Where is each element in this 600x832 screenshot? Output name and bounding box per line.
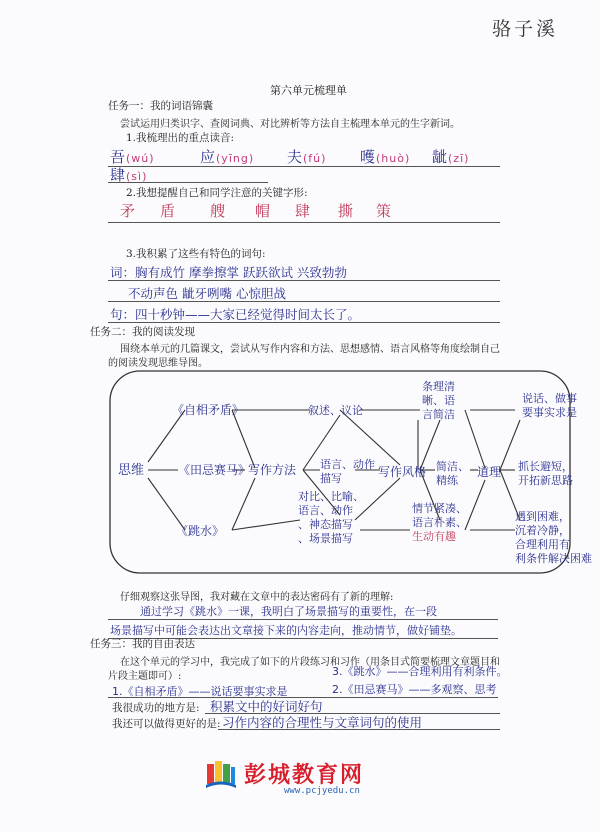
task1-q1: 1.我梳理出的重点读音: [126,132,235,144]
task1-intro: 尝试运用归类识字、查阅词典、对比辨析等方法自主梳理本单元的生字新词。 [120,119,460,130]
mm-reason: 道理 [477,465,502,479]
expression-item-2: 2.《田忌赛马》——多观察、思考 [332,683,497,696]
expression-item-1: 1.《自相矛盾》——说话要事实求是 [112,685,288,698]
mm-method-item-2: 语言、动作 描写 [320,458,375,485]
logo-text: 彭城教育网 [244,763,365,788]
task3-intro-2: 片段主题即可）: [108,671,182,682]
task2-intro-2: 的阅读发现思维导图。 [108,358,208,369]
improve-answer: 习作内容的合理性与文章词句的使用 [222,715,423,730]
mm-style-item-1: 条理清 晰、语 言简洁 [422,380,455,421]
mm-style-item-2: 简洁、 精练 [436,460,469,487]
reading-1: 吾(wú) [110,148,155,166]
task1-q3: 3.我积累了这些有特色的词句: [126,248,266,260]
mm-style-item-3: 情节紧凑、 语言朴素、 生动有趣 [412,502,467,543]
improve-label: 我还可以做得更好的是: [112,718,221,730]
mm-reason-item-2: 抓长避短， 开拓新思路 [518,460,573,487]
mm-style: 写作风格 [378,465,427,479]
mm-method: 写作方法 [248,463,297,477]
mm-reason-item-1: 说话、做事 要事实求是 [522,392,577,419]
mm-root: 思维 [118,463,145,478]
task3-intro-1: 在这个单元的学习中，我完成了如下的片段练习和习作（用条目式简要梳理文章题目和 [120,657,500,668]
mm-method-item-3: 对比、比喻、 语言、动作 、神态描写 、场景描写 [298,490,364,545]
reading-3: 夫(fú) [287,148,327,166]
logo-book-icon [204,758,238,790]
reading-5: 龇(zī) [432,148,470,166]
task2-heading: 任务二：我的阅读发现 [90,326,195,338]
glyph-3: 艘 [210,202,227,220]
improve-underline [218,729,500,730]
glyph-2: 盾 [160,202,177,220]
glyph-4: 帽 [255,202,272,220]
mm-lesson-2: 《田忌赛马》 [178,463,251,477]
task2-intro-1: 围绕本单元的几篇课文，尝试从写作内容和方法、思想感情、语言风格等角度绘制自己 [120,344,500,355]
observe-underline-1 [108,619,498,620]
observe-answer-2: 场景描写中可能会表达出文章接下来的内容走向，推动情节，做好铺垫。 [110,624,462,637]
glyph-6: 撕 [338,202,355,220]
task1-heading: 任务一：我的词语锦囊 [108,100,213,112]
success-answer: 积累文中的好词好句 [210,699,323,714]
success-label: 我很成功的地方是: [112,702,200,714]
phrase-line-1: 词：胸有成竹 摩拳擦掌 跃跃欲试 兴致勃勃 [110,265,347,280]
mm-method-item-1: 叙述、议论 [308,404,363,417]
reading-6: 肆(sì) [110,166,148,184]
mm-lesson-3: 《跳水》 [176,524,225,538]
logo-url: www.pcjyedu.cn [284,786,360,796]
reading-4: 嚄(huò) [360,148,411,166]
glyph-7: 策 [376,202,393,220]
phrase-line-2: 不动声色 龇牙咧嘴 心惊胆战 [128,286,286,301]
task1-q2: 2.我想提醒自己和同学注意的关键字形: [126,187,308,199]
page-title: 第六单元梳理单 [270,84,347,97]
phrase-line-3: 句：四十秒钟——大家已经觉得时间太长了。 [110,307,361,322]
student-name: 骆子溪 [492,18,559,40]
task3-heading: 任务三：我的自由表达 [90,638,195,650]
mm-reason-item-3: 遇到困难， 沉着冷静， 合理利用有 利条件解决困难 [515,510,592,565]
mm-lesson-1: 《自相矛盾》 [172,403,245,417]
observe-answer-1: 通过学习《跳水》一课，我明白了场景描写的重要性，在一段 [140,605,437,618]
glyph-5: 肆 [295,202,312,220]
expression-item-3: 3.《跳水》——合理利用有利条件。 [332,665,508,678]
task2-observe: 仔细观察这张导图，我对藏在文章中的表达密码有了新的理解: [120,592,394,603]
reading-2: 应(yīng) [200,148,255,166]
glyph-1: 矛 [120,202,137,220]
